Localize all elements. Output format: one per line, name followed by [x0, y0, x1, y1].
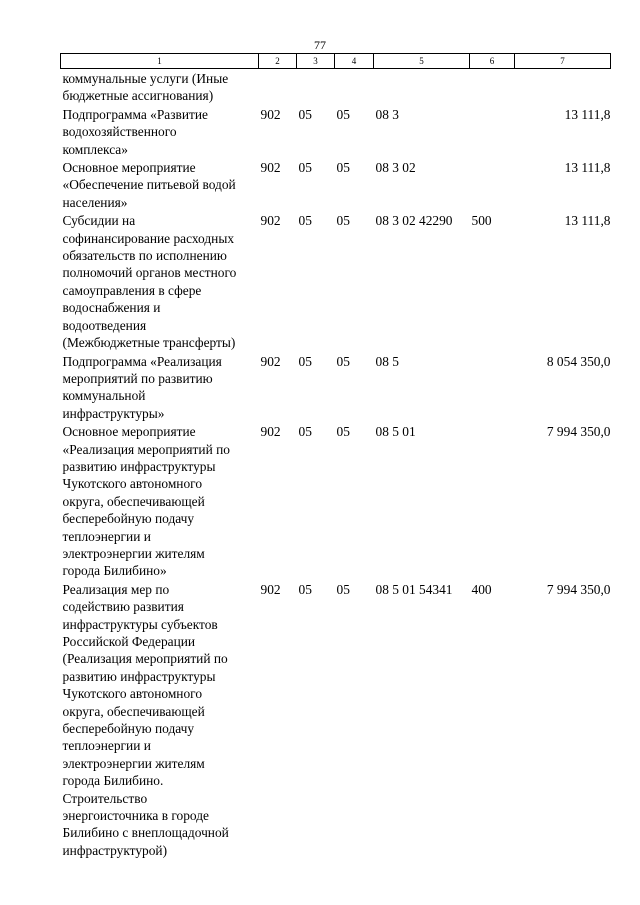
row-name: Основное мероприятие «Обеспечение питьевой водой населения» — [62, 160, 236, 210]
header-row — [61, 54, 611, 69]
row-col-2: 902 — [260, 424, 281, 440]
table-row — [61, 353, 611, 424]
row-name: Подпрограмма «Развитие водохозяйственного комплекса» — [62, 106, 208, 157]
row-col-7: 13 111,8 — [564, 160, 611, 176]
row-name: Реализация мер по содействию развития инфраструктуры субъектов Российской Федерации (Реализация мероприятий по развитию инфраструктуры Чукотского автономного округа, обеспечивающей бесперебойную подачу теплоэнергии и электроэнергии жителям города Билибино. Строительство энергоисточника в городе Билибино с внеплощадочной инфраструктурой) — [62, 581, 229, 858]
row-col-7: 13 111,8 — [564, 106, 611, 122]
row-col-5: 08 5 — [375, 353, 399, 369]
table-row — [61, 106, 611, 159]
row-col-5: 08 3 02 42290 — [375, 213, 453, 229]
table-row — [61, 159, 611, 212]
row-col-4: 05 — [336, 213, 350, 229]
row-col-5 — [374, 69, 470, 106]
row-col-4: 05 — [336, 424, 350, 440]
row-col-6 — [470, 159, 515, 212]
row-col-2 — [259, 69, 297, 106]
header-col-1: 1 — [61, 54, 259, 69]
row-col-6 — [470, 69, 515, 106]
row-col-4: 05 — [336, 581, 350, 597]
row-name: Основное мероприятие «Реализация мероприятий по развитию инфраструктуры Чукотского автономного округа, обеспечивающей бесперебойную подачу теплоэнергии и электроэнергии жителям города Билибино» — [62, 424, 230, 579]
table-row — [61, 423, 611, 581]
row-col-3: 05 — [298, 353, 312, 369]
row-col-4 — [335, 69, 374, 106]
row-col-3 — [297, 69, 335, 106]
row-col-3: 05 — [298, 213, 312, 229]
row-col-5: 08 5 01 — [375, 424, 416, 440]
row-col-3: 05 — [298, 106, 312, 122]
row-name: Субсидии на софинансирование расходных обязательств по исполнению полномочий органов местного самоуправления в сфере водоснабжения и водоотведения (Межбюджетные трансферты) — [62, 213, 237, 351]
row-col-6: 400 — [471, 581, 492, 597]
table-header — [61, 54, 611, 69]
row-col-4: 05 — [336, 106, 350, 122]
header-col-4: 4 — [335, 54, 374, 69]
table-row — [61, 581, 611, 861]
row-col-5: 08 5 01 54341 — [375, 581, 453, 597]
row-col-7: 13 111,8 — [564, 213, 611, 229]
row-col-6 — [470, 353, 515, 424]
row-col-2: 902 — [260, 353, 281, 369]
header-col-6: 6 — [470, 54, 515, 69]
header-col-7: 7 — [515, 54, 611, 69]
row-col-5: 08 3 — [375, 106, 399, 122]
row-col-4: 05 — [336, 353, 350, 369]
table-row — [61, 69, 611, 106]
row-col-2: 902 — [260, 581, 281, 597]
row-col-3: 05 — [298, 424, 312, 440]
row-name: Подпрограмма «Реализация мероприятий по развитию коммунальной инфраструктуры» — [62, 353, 222, 421]
row-col-2: 902 — [260, 213, 281, 229]
table-row — [61, 212, 611, 352]
row-col-7: 8 054 350,0 — [546, 353, 611, 369]
row-col-7: 7 994 350,0 — [546, 424, 611, 440]
table-body — [61, 69, 611, 861]
row-col-2: 902 — [260, 106, 281, 122]
header-col-5: 5 — [374, 54, 470, 69]
header-col-3: 3 — [297, 54, 335, 69]
row-col-4: 05 — [336, 160, 350, 176]
row-col-7 — [515, 69, 611, 106]
row-col-6: 500 — [471, 213, 492, 229]
page-number: 77 — [314, 38, 326, 52]
row-col-2: 902 — [260, 160, 281, 176]
row-col-7: 7 994 350,0 — [546, 581, 611, 597]
row-col-5: 08 3 02 — [375, 160, 416, 176]
row-col-3: 05 — [298, 581, 312, 597]
budget-table — [60, 53, 611, 860]
header-col-2: 2 — [259, 54, 297, 69]
row-col-3: 05 — [298, 160, 312, 176]
row-col-6 — [470, 423, 515, 581]
row-col-6 — [470, 106, 515, 159]
row-name: коммунальные услуги (Иные бюджетные ассигнования) — [62, 71, 229, 104]
